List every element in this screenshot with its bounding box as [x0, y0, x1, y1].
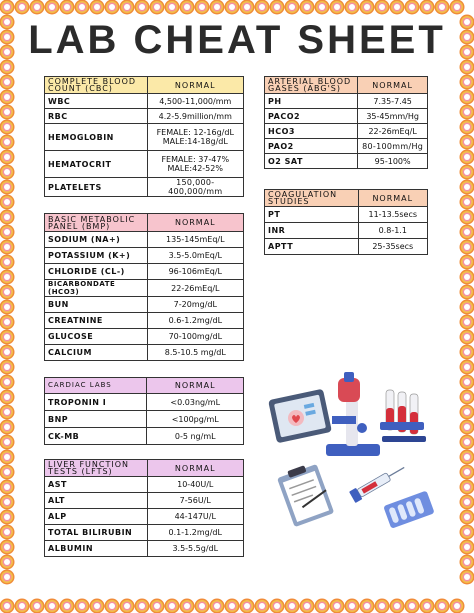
border-scallop	[460, 75, 474, 90]
border-scallop	[150, 0, 165, 15]
lft-test-value: 3.5-5.5g/dL	[147, 541, 243, 557]
microscope-icon	[326, 372, 380, 456]
table-row	[45, 178, 244, 197]
lft-normal-header: NORMAL	[147, 460, 243, 477]
border-scallop	[0, 375, 15, 390]
border-scallop	[460, 270, 474, 285]
bmp-test-value: 135-145mEq/L	[147, 232, 243, 248]
border-scallop	[0, 0, 15, 15]
coag-test-value: 25-35secs	[358, 239, 427, 255]
cardiac-test-value: <0.03ng/mL	[147, 394, 244, 411]
border-scallop	[0, 450, 15, 465]
border-scallop	[460, 315, 474, 330]
page-title: LAB CHEAT SHEET	[28, 18, 446, 62]
table-row	[45, 264, 244, 280]
table-row	[45, 94, 244, 109]
lft-test-value: 0.1-1.2mg/dL	[147, 525, 243, 541]
border-scallop	[460, 195, 474, 210]
border-scallop	[180, 599, 195, 613]
border-scallop	[75, 599, 90, 613]
lft-test-value: 10-40U/L	[147, 477, 243, 493]
cardiac-test-name: TROPONIN I	[45, 394, 147, 411]
border-scallop	[460, 375, 474, 390]
border-scallop	[375, 0, 390, 15]
border-scallop	[460, 240, 474, 255]
border-scallop	[240, 0, 255, 15]
bmp-table	[44, 213, 244, 361]
table-row	[45, 109, 244, 124]
cbc-test-value-male: MALE:14-18g/dL	[162, 137, 228, 146]
border-scallop	[0, 405, 15, 420]
border-scallop	[150, 599, 165, 613]
border-scallop	[460, 330, 474, 345]
border-scallop	[330, 599, 345, 613]
border-scallop	[60, 599, 75, 613]
border-scallop	[460, 90, 474, 105]
border-scallop	[15, 599, 30, 613]
coag-test-name: INR	[265, 223, 359, 239]
border-scallop	[0, 480, 15, 495]
border-scallop	[0, 180, 15, 195]
border-scallop	[60, 0, 75, 15]
lab-equipment-illustration	[268, 372, 440, 532]
border-scallop	[0, 315, 15, 330]
bmp-header: BASIC METABOLIC PANEL (BMP)	[45, 214, 148, 232]
cbc-test-value: FEMALE: 12-16g/dL	[156, 128, 234, 137]
border-scallop	[0, 120, 15, 135]
cbc-test-name: PLATELETS	[45, 178, 148, 197]
border-scallop	[165, 0, 180, 15]
border-scallop	[210, 599, 225, 613]
table-row	[45, 151, 244, 178]
table-row	[45, 493, 244, 509]
border-scallop	[255, 599, 270, 613]
table-row	[45, 541, 244, 557]
table-row	[45, 345, 244, 361]
border-scallop	[0, 540, 15, 555]
cardiac-normal-header: NORMAL	[147, 378, 244, 394]
border-scallop	[460, 180, 474, 195]
bmp-test-name: CHLORIDE (CL-)	[45, 264, 148, 280]
border-scallop	[460, 555, 474, 570]
border-scallop	[0, 165, 15, 180]
abg-test-name: PAO2	[265, 139, 358, 154]
border-scallop	[0, 345, 15, 360]
cardiac-test-value: <100pg/mL	[147, 411, 244, 428]
border-scallop	[460, 420, 474, 435]
border-scallop	[0, 285, 15, 300]
lft-header: LIVER FUNCTION TESTS (LFTS)	[45, 460, 148, 477]
border-scallop	[105, 0, 120, 15]
table-row	[265, 207, 428, 223]
border-scallop	[460, 360, 474, 375]
border-scallop	[30, 599, 45, 613]
abg-test-value: 7.35-7.45	[358, 94, 428, 109]
coag-header: COAGULATION STUDIES	[265, 190, 359, 207]
cbc-table	[44, 76, 244, 197]
border-scallop	[390, 599, 405, 613]
border-scallop	[0, 420, 15, 435]
border-scallop	[460, 540, 474, 555]
border-scallop	[460, 570, 474, 585]
cbc-test-value: 4.2-5.9million/mm	[147, 109, 243, 124]
border-scallop	[0, 435, 15, 450]
cbc-test-name: HEMATOCRIT	[45, 151, 148, 178]
border-scallop	[345, 599, 360, 613]
cbc-test-value: FEMALE: 37-47%	[161, 155, 230, 164]
table-row	[265, 139, 428, 154]
border-scallop	[165, 599, 180, 613]
border-scallop	[460, 435, 474, 450]
border-scallop	[270, 0, 285, 15]
lft-test-name: TOTAL BILIRUBIN	[45, 525, 148, 541]
abg-test-value: 95-100%	[358, 154, 428, 169]
table-row	[265, 124, 428, 139]
border-scallop	[15, 0, 30, 15]
table-row	[265, 223, 428, 239]
border-scallop	[225, 599, 240, 613]
border-scallop	[0, 90, 15, 105]
border-scallop	[210, 0, 225, 15]
border-scallop	[225, 0, 240, 15]
cardiac-test-name: CK-MB	[45, 428, 147, 445]
border-scallop	[285, 0, 300, 15]
border-scallop	[0, 225, 15, 240]
pill-pack-icon	[383, 491, 434, 529]
table-row	[45, 509, 244, 525]
bmp-test-value: 8.5-10.5 mg/dL	[147, 345, 243, 361]
border-scallop	[0, 570, 15, 585]
border-scallop	[460, 495, 474, 510]
cbc-test-value-male: MALE:42-52%	[167, 164, 223, 173]
border-scallop	[460, 300, 474, 315]
border-scallop	[135, 0, 150, 15]
border-scallop	[0, 240, 15, 255]
border-scallop	[360, 0, 375, 15]
border-scallop	[0, 75, 15, 90]
border-scallop	[460, 165, 474, 180]
cbc-normal-header: NORMAL	[147, 77, 243, 94]
table-row	[265, 94, 428, 109]
lft-test-name: ALP	[45, 509, 148, 525]
border-scallop	[460, 405, 474, 420]
abg-test-name: O2 SAT	[265, 154, 358, 169]
border-scallop	[460, 465, 474, 480]
cbc-header: COMPLETE BLOOD COUNT (CBC)	[45, 77, 148, 94]
border-scallop	[435, 0, 450, 15]
coag-test-name: APTT	[265, 239, 359, 255]
border-scallop	[0, 360, 15, 375]
bmp-test-name: CALCIUM	[45, 345, 148, 361]
table-row	[265, 109, 428, 124]
border-scallop	[460, 255, 474, 270]
border-scallop	[315, 0, 330, 15]
border-scallop	[460, 345, 474, 360]
border-scallop	[255, 0, 270, 15]
abg-header: ARTERIAL BLOOD GASES (ABG'S)	[265, 77, 358, 94]
table-row	[45, 280, 244, 297]
border-scallop	[0, 270, 15, 285]
table-row	[45, 248, 244, 264]
bmp-test-name: GLUCOSE	[45, 329, 148, 345]
cbc-test-name: WBC	[45, 94, 148, 109]
coag-test-value: 11-13.5secs	[358, 207, 427, 223]
abg-test-name: PACO2	[265, 109, 358, 124]
border-scallop	[90, 0, 105, 15]
clipboard-icon	[276, 461, 334, 527]
border-scallop	[330, 0, 345, 15]
table-row	[265, 154, 428, 169]
bmp-test-value: 96-106mEq/L	[147, 264, 243, 280]
border-scallop	[285, 599, 300, 613]
border-scallop	[460, 105, 474, 120]
bmp-test-name: SODIUM (NA+)	[45, 232, 148, 248]
border-scallop	[460, 510, 474, 525]
cardiac-table	[44, 377, 244, 445]
border-scallop	[460, 210, 474, 225]
border-scallop	[45, 599, 60, 613]
abg-test-value: 35-45mm/Hg	[358, 109, 428, 124]
syringe-icon	[349, 462, 407, 503]
border-scallop	[120, 0, 135, 15]
table-row	[45, 313, 244, 329]
border-scallop	[195, 599, 210, 613]
border-scallop	[0, 330, 15, 345]
border-scallop	[135, 599, 150, 613]
border-scallop	[460, 120, 474, 135]
abg-test-name: PH	[265, 94, 358, 109]
border-scallop	[345, 0, 360, 15]
border-scallop	[390, 0, 405, 15]
table-row	[45, 394, 244, 411]
bmp-test-name: BUN	[45, 297, 148, 313]
abg-normal-header: NORMAL	[358, 77, 428, 94]
border-scallop	[0, 465, 15, 480]
bmp-test-name: BICARBONDATE (HCO3)	[45, 280, 148, 297]
border-scallop	[460, 525, 474, 540]
table-row	[45, 477, 244, 493]
abg-test-value: 80-100mm/Hg	[358, 139, 428, 154]
table-row	[45, 297, 244, 313]
border-scallop	[0, 210, 15, 225]
border-scallop	[0, 390, 15, 405]
table-row	[45, 525, 244, 541]
abg-test-name: HCO3	[265, 124, 358, 139]
border-scallop	[315, 599, 330, 613]
border-scallop	[45, 0, 60, 15]
border-scallop	[180, 0, 195, 15]
border-scallop	[460, 285, 474, 300]
cardiac-test-name: BNP	[45, 411, 147, 428]
border-scallop	[105, 599, 120, 613]
border-scallop	[435, 599, 450, 613]
border-scallop	[460, 135, 474, 150]
table-row	[45, 428, 244, 445]
border-scallop	[0, 510, 15, 525]
border-scallop	[0, 555, 15, 570]
lft-test-value: 7-56U/L	[147, 493, 243, 509]
border-scallop	[300, 599, 315, 613]
bmp-test-value: 3.5-5.0mEq/L	[147, 248, 243, 264]
border-scallop	[0, 150, 15, 165]
lft-test-name: AST	[45, 477, 148, 493]
border-scallop	[0, 300, 15, 315]
border-scallop	[405, 599, 420, 613]
cbc-test-name: HEMOGLOBIN	[45, 124, 148, 151]
border-scallop	[460, 390, 474, 405]
border-scallop	[240, 599, 255, 613]
border-scallop	[30, 0, 45, 15]
border-scallop	[0, 495, 15, 510]
cbc-test-value: 150,000-400,000/mm	[147, 178, 243, 197]
test-tube-rack-icon	[380, 390, 426, 442]
border-scallop	[195, 0, 210, 15]
coag-test-name: PT	[265, 207, 359, 223]
coag-normal-header: NORMAL	[358, 190, 427, 207]
bmp-test-value: 70-100mg/dL	[147, 329, 243, 345]
lft-test-name: ALT	[45, 493, 148, 509]
lft-table	[44, 459, 244, 557]
lft-test-name: ALBUMIN	[45, 541, 148, 557]
border-scallop	[360, 599, 375, 613]
border-scallop	[460, 450, 474, 465]
table-row	[45, 329, 244, 345]
monitor-icon	[268, 389, 332, 444]
abg-table	[264, 76, 428, 169]
lft-test-value: 44-147U/L	[147, 509, 243, 525]
cardiac-header: CARDIAC LABS	[45, 378, 147, 394]
bmp-test-name: CREATNINE	[45, 313, 148, 329]
coag-test-value: 0.8-1.1	[358, 223, 427, 239]
border-scallop	[300, 0, 315, 15]
border-scallop	[420, 0, 435, 15]
border-scallop	[0, 525, 15, 540]
bmp-normal-header: NORMAL	[147, 214, 243, 232]
cbc-test-value: 4,500-11,000/mm	[147, 94, 243, 109]
table-row	[45, 411, 244, 428]
bmp-test-value: 22-26mEq/L	[147, 280, 243, 297]
border-scallop	[75, 0, 90, 15]
border-scallop	[0, 135, 15, 150]
border-scallop	[460, 480, 474, 495]
border-scallop	[0, 599, 15, 613]
border-scallop	[450, 0, 465, 15]
abg-test-value: 22-26mEq/L	[358, 124, 428, 139]
table-row	[45, 124, 244, 151]
border-scallop	[0, 105, 15, 120]
bmp-test-value: 0.6-1.2mg/dL	[147, 313, 243, 329]
bmp-test-name: POTASSIUM (K+)	[45, 248, 148, 264]
border-scallop	[460, 225, 474, 240]
border-scallop	[0, 255, 15, 270]
cbc-test-name: RBC	[45, 109, 148, 124]
bmp-test-value: 7-20mg/dL	[147, 297, 243, 313]
border-scallop	[450, 599, 465, 613]
cardiac-test-value: 0-5 ng/mL	[147, 428, 244, 445]
border-scallop	[0, 195, 15, 210]
coag-table	[264, 189, 428, 255]
border-scallop	[405, 0, 420, 15]
table-row	[45, 232, 244, 248]
border-scallop	[120, 599, 135, 613]
table-row	[265, 239, 428, 255]
border-scallop	[375, 599, 390, 613]
border-scallop	[420, 599, 435, 613]
border-scallop	[460, 150, 474, 165]
border-scallop	[270, 599, 285, 613]
border-scallop	[90, 599, 105, 613]
